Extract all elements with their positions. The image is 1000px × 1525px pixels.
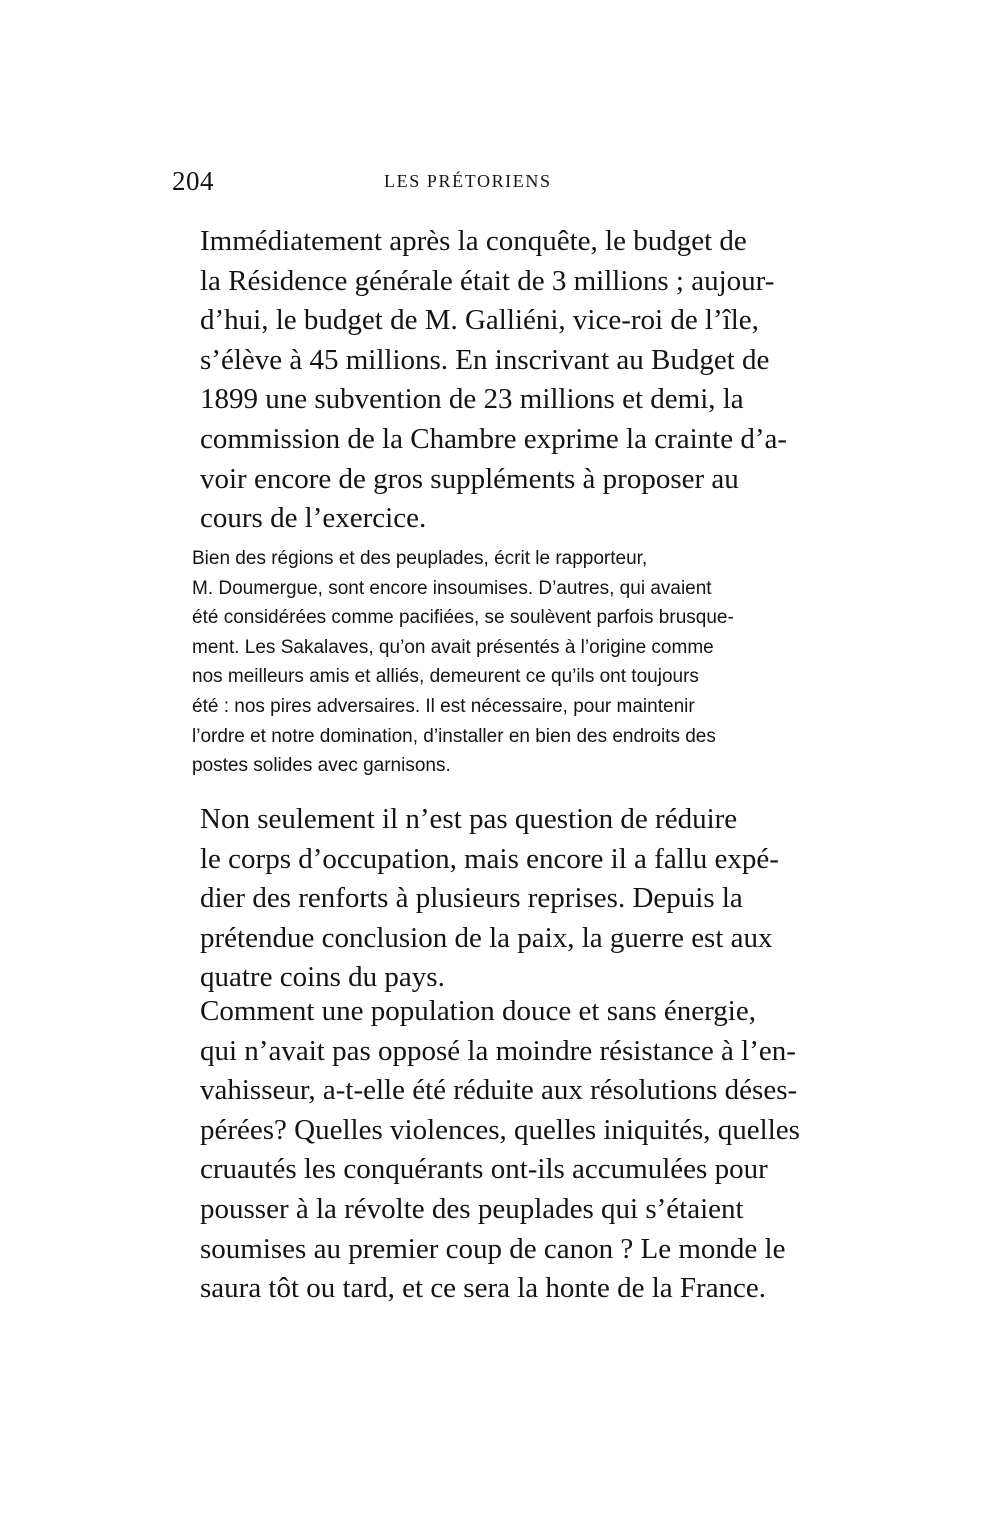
text-line: quatre coins du pays. [200,961,445,994]
paragraph-occupation [168,800,834,998]
paragraph-budget [168,222,834,539]
text-line: saura tôt ou tard, et ce sera la honte de la France. [200,1272,767,1305]
text-line: pérées? Quelles violences, quelles iniquités, quelles [200,1113,800,1146]
text-line: commission de la Chambre exprime la crainte d’a- [200,422,788,455]
quote-line: été considérées comme pacifiées, se soulèvent parfois brusque- [192,607,734,629]
text-line: Immédiatement après la conquête, le budget de [200,225,747,257]
text-line: d’hui, le budget de M. Galliéni, vice-roi de l’île, [200,304,759,337]
text-line: Non seulement il n’est pas question de réduire [200,803,738,835]
text-line: s’élève à 45 millions. En inscrivant au Budget de [200,343,770,376]
quote-line: ment. Les Sakalaves, qu’on avait présentés à l’origine comme [192,636,714,658]
text-line: le corps d’occupation, mais encore il a fallu expé- [200,842,779,875]
text-line: soumises au premier coup de canon ? Le monde le [200,1232,786,1265]
text-line: 1899 une subvention de 23 millions et demi, la [200,383,744,416]
quote-line: Bien des régions et des peuplades, écrit le rapporteur, [192,548,648,569]
quote-line: postes solides avec garnisons. [192,755,451,777]
running-head [172,166,832,202]
text-line: qui n’avait pas opposé la moindre résistance à l’en- [200,1034,796,1067]
paragraph-population [168,992,834,1309]
page-number: 204 [172,166,214,196]
text-line: pousser à la révolte des peuplades qui s’étaient [200,1192,744,1225]
text-line: la Résidence générale était de 3 millions ; aujour- [200,264,775,297]
text-line: Comment une population douce et sans énergie, [200,995,756,1027]
text-line: voir encore de gros suppléments à proposer au [200,462,739,495]
text-line: vahisseur, a-t-elle été réduite aux résolutions déses- [200,1074,798,1107]
text-line: cours de l’exercice. [200,502,427,535]
running-title: LES PRÉTORIENS [384,171,552,191]
block-quote-rapporteur [168,544,834,781]
text-line: cruautés les conquérants ont-ils accumulées pour [200,1153,768,1186]
quote-line: M. Doumergue, sont encore insoumises. D’autres, qui avaient [192,577,712,599]
quote-line: l’ordre et notre domination, d’installer en bien des endroits des [192,725,716,747]
quote-line: nos meilleurs amis et alliés, demeurent ce qu’ils ont toujours [192,666,699,688]
text-line: dier des renforts à plusieurs reprises. Depuis la [200,882,743,915]
quote-line: été : nos pires adversaires. Il est nécessaire, pour maintenir [192,695,695,717]
text-line: prétendue conclusion de la paix, la guerre est aux [200,921,773,954]
